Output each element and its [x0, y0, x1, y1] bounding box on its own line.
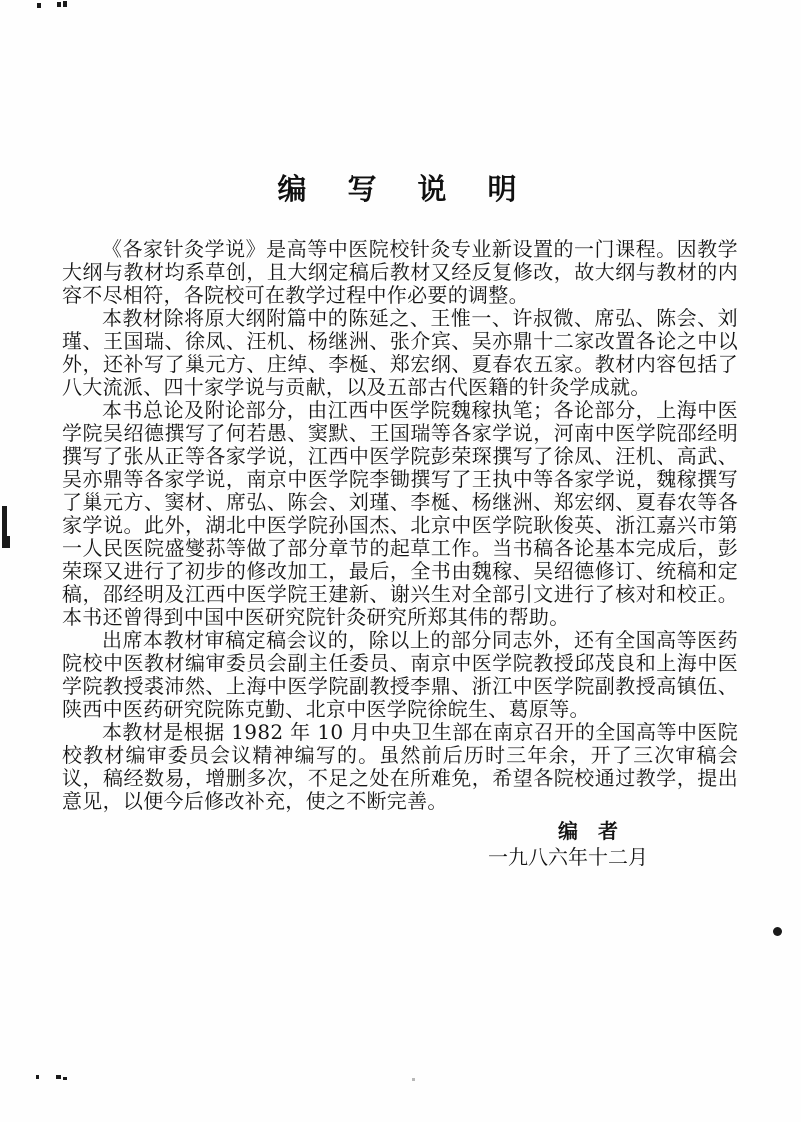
paragraph-review-committee: 出席本教材审稿定稿会议的，除以上的部分同志外，还有全国高等医药院校中医教材编审委员会副主任委员、南京中医学院教授邱茂良和上海中医学院教授裘沛然、上海中医学院副教授李鼎、浙江中医学院副教授高镇伍、陕西中医药研究院陈克勤、北京中医学院徐皖生、葛原等。 — [62, 628, 738, 721]
ink-speck — [56, 1075, 61, 1079]
paragraph-closing-remarks: 本教材是根据 1982 年 10 月中央卫生部在南京召开的全国高等中医院校教材编审委员会议精神编写的。虽然前后历时三年余，开了三次审稿会议，稿经数易，增删多次，不足之处在所难免，希望各院校通过教学，提出意见，以便今后修改补充，使之不断完善。 — [62, 720, 738, 813]
ink-speck — [37, 3, 41, 8]
signature-editor: 编 者 — [558, 819, 618, 843]
ink-speck — [36, 1075, 39, 1079]
signature-block — [62, 819, 738, 869]
paragraph-authors-contributions: 本书总论及附论部分，由江西中医学院魏稼执笔；各论部分，上海中医学院吴绍德撰写了何若愚、窦默、王国瑞等各家学说，河南中医学院邵经明撰写了张从正等各家学说，江西中医学院彭荣琛撰写了徐凤、汪机、高武、吴亦鼎等各家学说，南京中医学院李锄撰写了王执中等各家学说，魏稼撰写了巢元方、窦材、席弘、陈会、刘瑾、李梴、杨继洲、郑宏纲、夏春农等各家学说。此外，湖北中医学院孙国杰、北京中医学院耿俊英、浙江嘉兴市第一人民医院盛燮荪等做了部分章节的起草工作。当书稿各论基本完成后，彭荣琛又进行了初步的修改加工，最后，全书由魏稼、吴绍德修订、统稿和定稿，邵经明及江西中医学院王建新、谢兴生对全部引文进行了核对和校正。本书还曾得到中国中医研究院针灸研究所郑其伟的帮助。 — [62, 398, 738, 629]
ink-blot — [773, 927, 782, 936]
paragraph-schools-coverage: 本教材除将原大纲附篇中的陈延之、王惟一、许叔微、席弘、陈会、刘瑾、王国瑞、徐凤、汪机、杨继洲、张介宾、吴亦鼎十二家改置各论之中以外，还补写了巢元方、庄绰、李梴、郑宏纲、夏春农五家。教材内容包括了八大流派、四十家学说与贡献，以及五部古代医籍的针灸学成就。 — [62, 306, 738, 399]
ink-speck — [63, 1077, 67, 1080]
page-title: 编 写 说 明 — [277, 172, 523, 206]
ink-speck — [63, 1, 67, 7]
paragraph-intro-course: 《各家针灸学说》是高等中医院校针灸专业新设置的一门课程。因教学大纲与教材均系草创，且大纲定稿后教材又经反复修改，故大纲与教材的内容不尽相符，各院校可在教学过程中作必要的调整。 — [62, 237, 738, 307]
left-edge-mark — [2, 536, 10, 548]
page-content — [62, 172, 738, 869]
signature-date: 一九八六年十二月 — [488, 845, 648, 869]
ink-speck — [412, 1078, 415, 1081]
ink-speck — [57, 2, 61, 7]
